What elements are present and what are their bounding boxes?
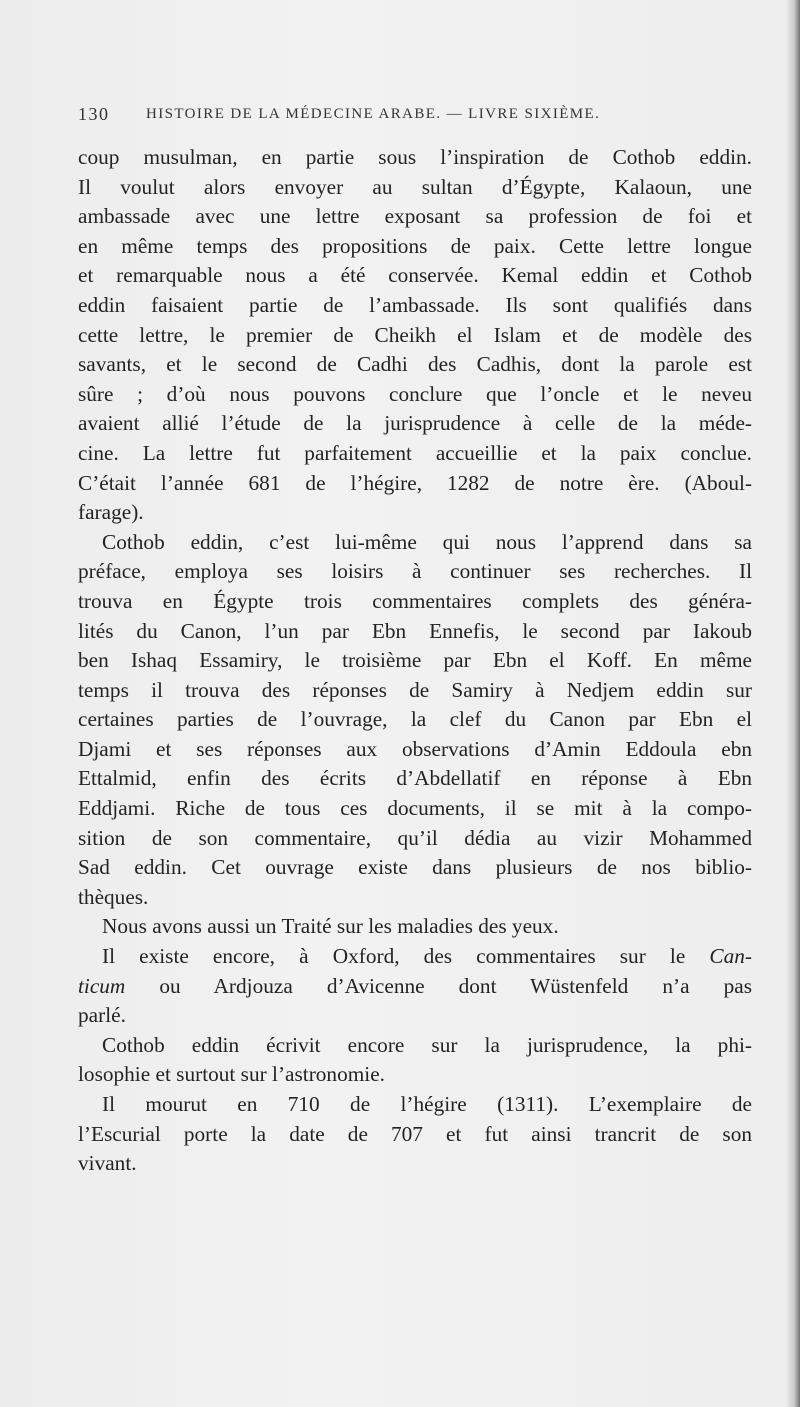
text-line: ticum ou Ardjouza d’Avicenne dont Wüstenfeld n’a pas [78, 973, 752, 998]
running-head [78, 104, 758, 132]
text-line: savants, et le second de Cadhi des Cadhis, dont la parole est [78, 352, 752, 377]
text-line: lités du Canon, l’un par Ebn Ennefis, le second par Iakoub [78, 618, 752, 643]
text-line: en même temps des propositions de paix. Cette lettre longue [78, 233, 752, 258]
body-text [78, 143, 752, 1179]
text-line: C’était l’année 681 de l’hégire, 1282 de notre ère. (Aboul- [78, 470, 752, 495]
text-line: cette lettre, le premier de Cheikh el Islam et de modèle des [78, 322, 752, 347]
text-line: parlé. [78, 1003, 126, 1028]
running-head-title: HISTOIRE DE LA MÉDECINE ARABE. — LIVRE SIXIÈME. [146, 106, 601, 122]
text-line: cine. La lettre fut parfaitement accueillie et la paix conclue. [78, 440, 752, 465]
text-line: eddin faisaient partie de l’ambassade. Ils sont qualifiés dans [78, 292, 752, 317]
text-line: Ettalmid, enfin des écrits d’Abdellatif en réponse à Ebn [78, 766, 752, 791]
text-line: Il mourut en 710 de l’hégire (1311). L’exemplaire de [102, 1092, 752, 1116]
text-line: trouva en Égypte trois commentaires complets des généra- [78, 588, 752, 613]
text-line: losophie et surtout sur l’astronomie. [78, 1062, 385, 1087]
text-line: et remarquable nous a été conservée. Kemal eddin et Cothob [78, 263, 752, 288]
text-line: Il voulut alors envoyer au sultan d’Égypte, Kalaoun, une [78, 174, 752, 199]
text-line: thèques. [78, 884, 149, 909]
text-line: Il existe encore, à Oxford, des commentaires sur le Can- [102, 944, 752, 969]
page-number: 130 [78, 104, 110, 124]
text-line: Djami et ses réponses aux observations d’Amin Eddoula ebn [78, 736, 752, 761]
text-line: vivant. [78, 1151, 137, 1176]
text-line: l’Escurial porte la date de 707 et fut ainsi trancrit de son [78, 1121, 752, 1146]
text-line: ben Ishaq Essamiry, le troisième par Ebn el Koff. En même [78, 648, 752, 673]
text-line: préface, employa ses loisirs à continuer ses recherches. Il [78, 559, 752, 584]
page-gutter-shadow [786, 0, 800, 1407]
text-line: temps il trouva des réponses de Samiry à Nedjem eddin sur [78, 677, 752, 702]
text-line: ambassade avec une lettre exposant sa profession de foi et [78, 204, 752, 229]
text-line: Cothob eddin, c’est lui-même qui nous l’apprend dans sa [102, 529, 752, 554]
text-line: avaient allié l’étude de la jurisprudence à celle de la méde- [78, 411, 752, 436]
text-line: Eddjami. Riche de tous ces documents, il se mit à la compo- [78, 796, 752, 821]
text-line: coup musulman, en partie sous l’inspiration de Cothob eddin. [78, 145, 752, 169]
text-line: farage). [78, 500, 144, 525]
text-line: sition de son commentaire, qu’il dédia au vizir Mohammed [78, 825, 752, 850]
text-line: Sad eddin. Cet ouvrage existe dans plusieurs de nos biblio- [78, 855, 752, 880]
text-line: Nous avons aussi un Traité sur les maladies des yeux. [102, 914, 559, 939]
text-line: certaines parties de l’ouvrage, la clef du Canon par Ebn el [78, 707, 752, 732]
text-line: sûre ; d’où nous pouvons conclure que l’oncle et le neveu [78, 381, 752, 406]
text-line: Cothob eddin écrivit encore sur la jurisprudence, la phi- [102, 1032, 752, 1057]
